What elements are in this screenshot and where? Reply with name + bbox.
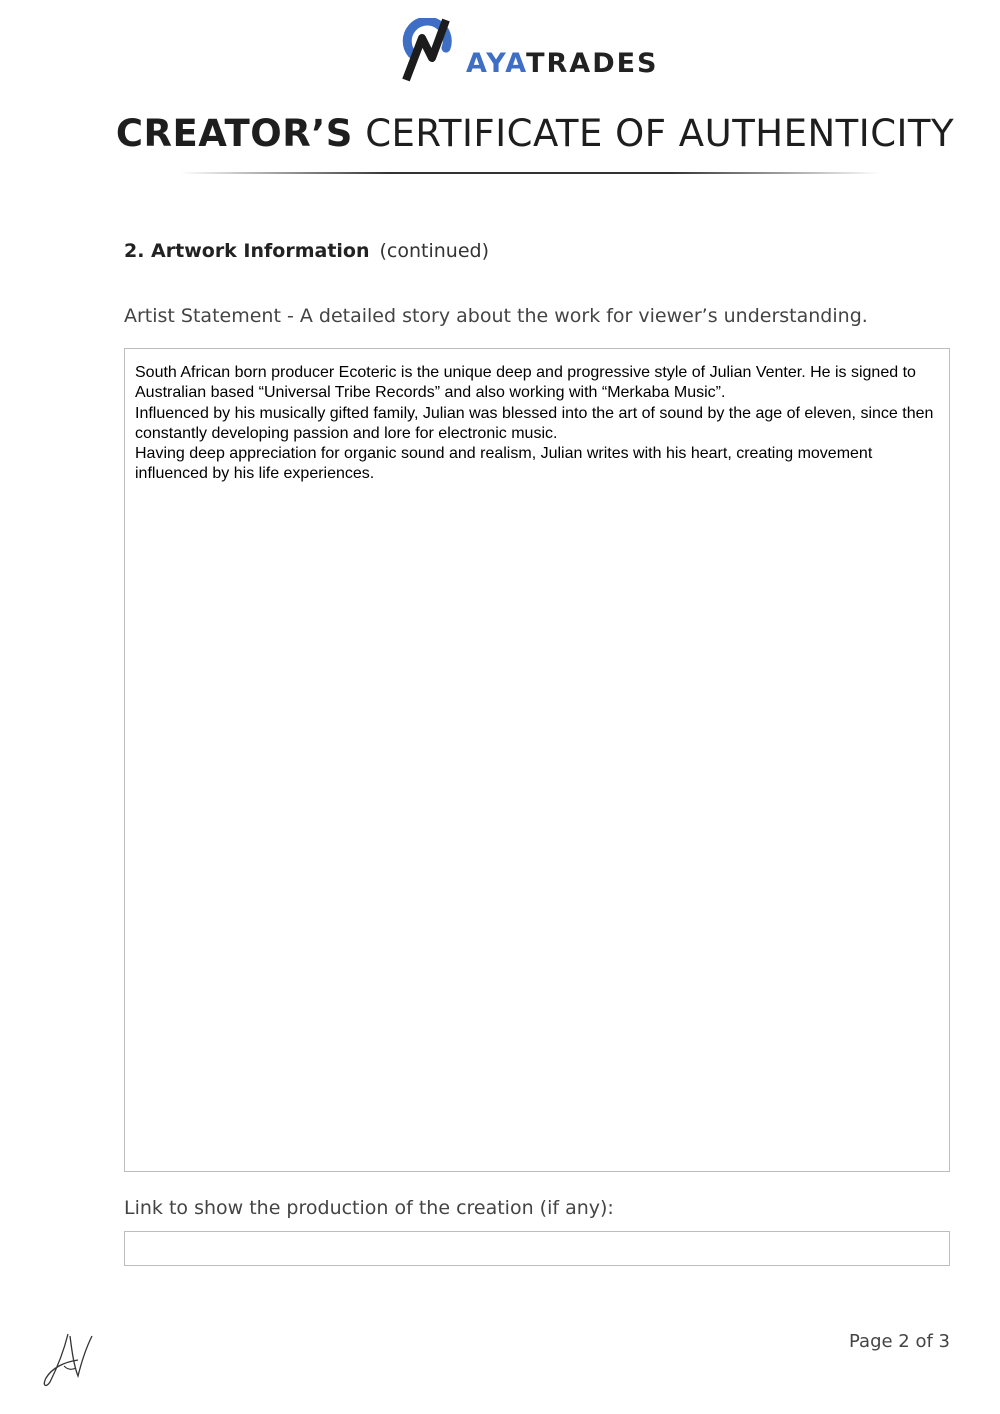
brand-name: [466, 48, 659, 79]
production-link-label: Link to show the production of the creation (if any):: [124, 1197, 614, 1219]
handwritten-signature: [38, 1326, 108, 1392]
page-number: Page 2 of 3: [849, 1331, 950, 1352]
section-title: 2. Artwork Information: [124, 240, 370, 262]
ayatrades-logo-icon: [402, 18, 458, 84]
section-heading: [124, 240, 489, 262]
production-link-field[interactable]: [124, 1231, 950, 1266]
section-note: (continued): [379, 240, 490, 262]
artist-statement-label: Artist Statement - A detailed story about the work for viewer’s understanding.: [124, 305, 868, 327]
statement-paragraph: Influenced by his musically gifted family, Julian was blessed into the art of sound by the age of eleven, since then constantly developing passion and lore for electronic music.: [135, 404, 934, 442]
title-rest: CERTIFICATE OF AUTHENTICITY: [365, 112, 955, 155]
title-divider: [180, 172, 880, 174]
document-title: [0, 112, 1000, 155]
artist-statement-field[interactable]: [124, 348, 950, 1172]
brand-name-trades: TRADES: [526, 48, 659, 79]
statement-paragraph: South African born producer Ecoteric is the unique deep and progressive style of Julian Venter. He is signed to Australian based “Universal Tribe Records” and also working with “Merkaba Music”.: [135, 364, 916, 402]
brand-logo: [402, 18, 672, 88]
statement-paragraph: Having deep appreciation for organic sound and realism, Julian writes with his heart, creating movement influenced by his life experiences.: [135, 445, 873, 483]
brand-name-aya: AYA: [466, 48, 527, 79]
title-bold: CREATOR’S: [115, 112, 353, 155]
